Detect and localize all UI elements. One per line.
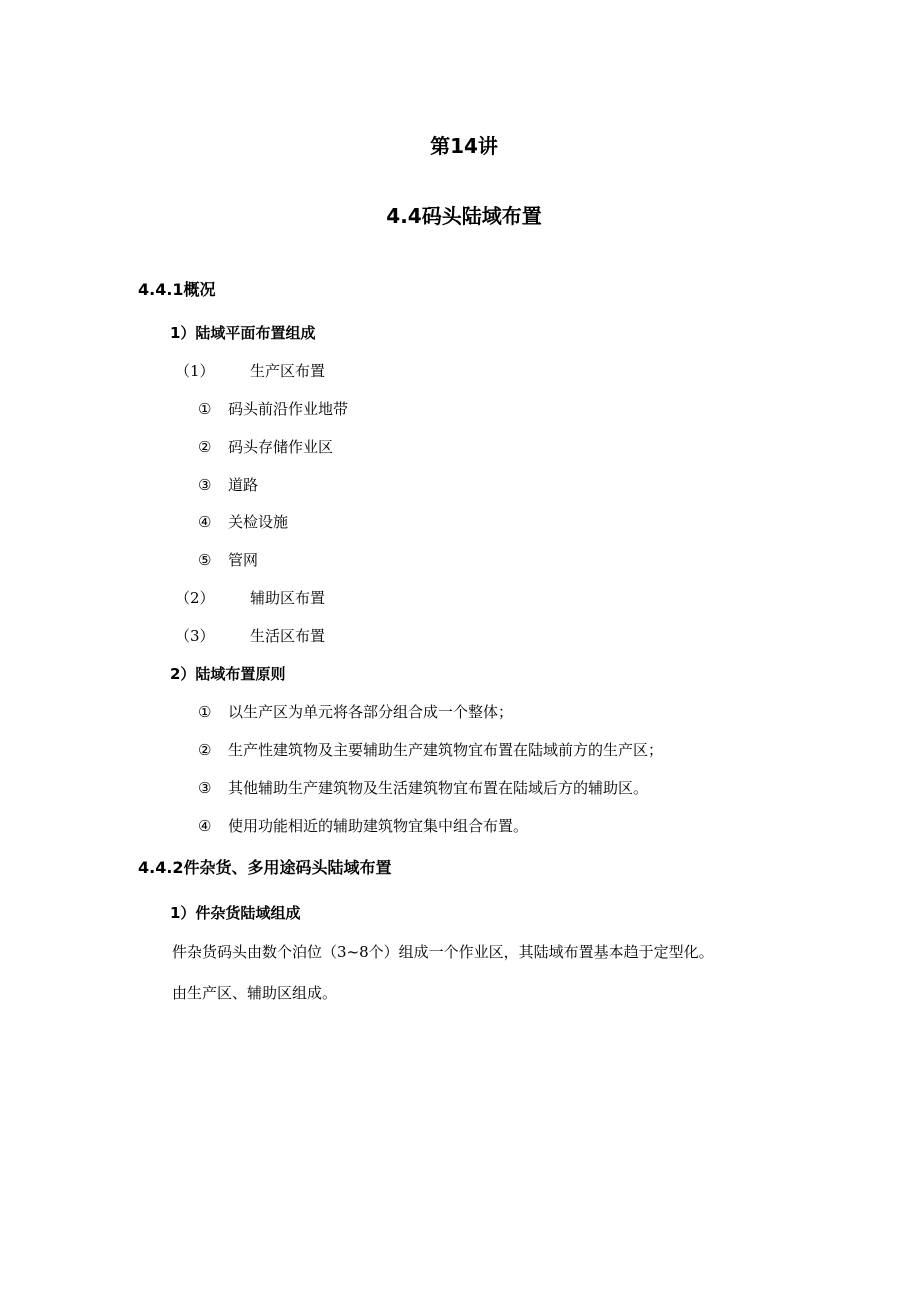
list-item-text: 以生产区为单元将各部分组合成一个整体； (228, 703, 514, 721)
list-item (198, 515, 288, 530)
list-item-text: 管网 (228, 551, 259, 569)
paragraph-line: 由生产区、辅助区组成。 (172, 984, 338, 1002)
list-item-text: 码头存储作业区 (228, 438, 334, 456)
list-item-text: 使用功能相近的辅助建筑物宜集中组合布置。 (228, 817, 529, 835)
living-area-label: 生活区布置 (250, 627, 326, 645)
list-marker: ④ (198, 513, 212, 531)
list-marker: ③ (198, 779, 212, 797)
section-heading-4-4-2: 4.4.2件杂货、多用途码头陆域布置 (138, 858, 392, 877)
lecture-title: 第14讲 (430, 134, 498, 158)
list-item-text: 道路 (228, 476, 259, 494)
list-marker: ① (198, 703, 212, 721)
list-marker: ③ (198, 476, 212, 494)
auxiliary-area-number: （2） (175, 589, 215, 607)
list-item (198, 440, 333, 455)
list-item (198, 402, 348, 417)
list-item-text: 生产性建筑物及主要辅助生产建筑物宜布置在陆域前方的生产区； (228, 741, 664, 759)
chapter-title: 4.4码头陆域布置 (386, 204, 542, 228)
list-marker: ④ (198, 817, 212, 835)
living-area-heading (175, 629, 325, 644)
production-area-heading (175, 364, 325, 379)
list-item (198, 819, 528, 834)
list-item (198, 705, 513, 720)
auxiliary-area-heading (175, 591, 325, 606)
living-area-number: （3） (175, 627, 215, 645)
list-item (198, 781, 648, 796)
subsection-heading-composition: 1）陆域平面布置组成 (170, 324, 316, 342)
list-marker: ② (198, 741, 212, 759)
section-heading-4-4-1: 4.4.1概况 (138, 280, 216, 299)
subsection-heading-general-cargo: 1）件杂货陆域组成 (170, 904, 301, 922)
list-item (198, 553, 258, 568)
list-item-text: 码头前沿作业地带 (228, 400, 349, 418)
list-item (198, 478, 258, 493)
subsection-heading-principles: 2）陆域布置原则 (170, 665, 286, 683)
list-item-text: 其他辅助生产建筑物及生活建筑物宜布置在陆域后方的辅助区。 (228, 779, 649, 797)
list-item-text: 关检设施 (228, 513, 289, 531)
production-area-label: 生产区布置 (250, 362, 326, 380)
list-marker: ⑤ (198, 551, 212, 569)
auxiliary-area-label: 辅助区布置 (250, 589, 326, 607)
list-marker: ① (198, 400, 212, 418)
list-item (198, 743, 663, 758)
list-marker: ② (198, 438, 212, 456)
production-area-number: （1） (175, 362, 215, 380)
paragraph-line: 件杂货码头由数个泊位（3~8个）组成一个作业区，其陆域布置基本趋于定型化。 (172, 943, 714, 961)
